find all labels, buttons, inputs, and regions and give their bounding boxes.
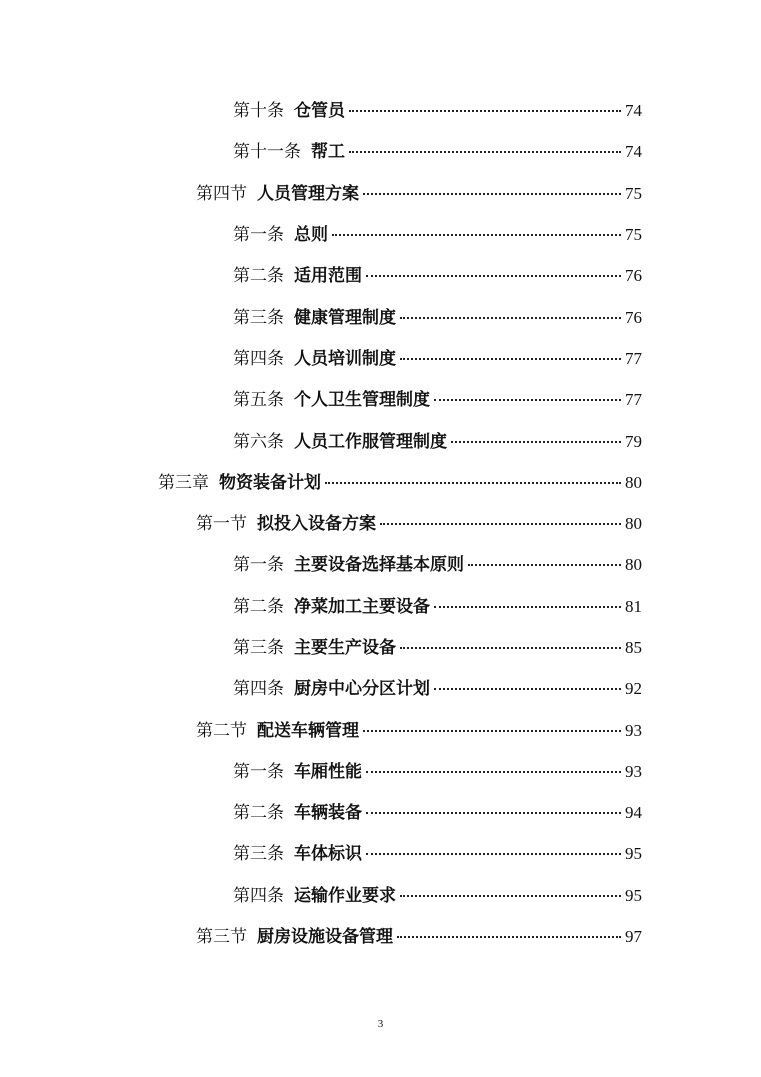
toc-entry[interactable] [0, 707, 761, 748]
toc-entry-title: 厨房设施设备管理 [257, 927, 393, 948]
dot-leader [434, 688, 621, 690]
toc-entry-label: 第十条 [233, 101, 284, 122]
toc-entry-page: 75 [625, 183, 642, 203]
dot-leader [400, 317, 621, 319]
dot-leader [400, 647, 621, 649]
dot-leader [451, 441, 621, 443]
toc-entry-page: 79 [625, 431, 642, 451]
toc-entry-page: 76 [625, 266, 642, 286]
toc-entry-title: 帮工 [311, 142, 345, 163]
toc-entry[interactable] [0, 171, 761, 212]
toc-entry-page: 93 [625, 761, 642, 781]
dot-leader [380, 523, 621, 525]
toc-entry-title: 车体标识 [294, 844, 362, 865]
toc-entry-page: 93 [625, 720, 642, 740]
toc-entry-page: 81 [625, 596, 642, 616]
toc-entry[interactable] [0, 501, 761, 542]
toc-entry-title: 厨房中心分区计划 [294, 679, 430, 700]
toc-entry-label: 第三节 [196, 927, 247, 948]
toc-entry-title: 主要设备选择基本原则 [294, 555, 464, 576]
toc-entry-page: 95 [625, 844, 642, 864]
toc-entry-label: 第三章 [158, 472, 209, 493]
toc-entry-label: 第二节 [196, 720, 247, 741]
toc-entry-title: 车辆装备 [294, 803, 362, 824]
dot-leader [349, 151, 621, 153]
toc-entry[interactable] [0, 88, 761, 129]
dot-leader [400, 895, 621, 897]
toc-entry[interactable] [0, 625, 761, 666]
toc-entry[interactable] [0, 666, 761, 707]
toc-entry-label: 第二条 [233, 266, 284, 287]
toc-entry[interactable] [0, 129, 761, 170]
toc-entry-title: 车厢性能 [294, 761, 362, 782]
toc-entry-label: 第四节 [196, 183, 247, 204]
toc-entry-page: 85 [625, 638, 642, 657]
toc-entry-title: 人员管理方案 [257, 183, 359, 204]
toc-entry-title: 人员培训制度 [294, 348, 396, 369]
toc-entry-label: 第二条 [233, 803, 284, 824]
toc-entry-label: 第十一条 [233, 142, 301, 163]
toc-entry-label: 第二条 [233, 596, 284, 617]
dot-leader [434, 606, 621, 608]
toc-entry-title: 仓管员 [294, 101, 345, 122]
toc-entry-label: 第三条 [233, 307, 284, 328]
dot-leader [400, 358, 621, 360]
toc-entry-label: 第六条 [233, 431, 284, 452]
dot-leader [366, 771, 621, 773]
toc-entry-label: 第三条 [233, 844, 284, 865]
toc-entry-title: 运输作业要求 [294, 885, 396, 906]
toc-entry-page: 80 [625, 555, 642, 575]
table-of-contents [0, 88, 761, 955]
toc-entry-page: 97 [625, 927, 642, 947]
toc-entry-label: 第四条 [233, 348, 284, 369]
toc-entry-title: 配送车辆管理 [257, 720, 359, 741]
toc-entry-title: 拟投入设备方案 [257, 514, 376, 535]
toc-entry-label: 第一条 [233, 555, 284, 576]
toc-entry-label: 第四条 [233, 885, 284, 906]
toc-entry-title: 适用范围 [294, 266, 362, 287]
toc-entry-title: 健康管理制度 [294, 307, 396, 328]
toc-entry-label: 第四条 [233, 679, 284, 700]
toc-entry[interactable] [0, 336, 761, 377]
dot-leader [325, 482, 621, 484]
toc-entry[interactable] [0, 542, 761, 583]
toc-entry[interactable] [0, 377, 761, 418]
dot-leader [366, 853, 621, 855]
toc-entry[interactable] [0, 584, 761, 625]
dot-leader [332, 234, 621, 236]
toc-entry-title: 净菜加工主要设备 [294, 596, 430, 617]
toc-entry-page: 77 [625, 390, 642, 410]
toc-entry-label: 第五条 [233, 390, 284, 411]
dot-leader [363, 730, 621, 732]
toc-entry[interactable] [0, 294, 761, 335]
toc-entry[interactable] [0, 212, 761, 253]
dot-leader [366, 812, 621, 814]
toc-entry[interactable] [0, 831, 761, 872]
toc-entry-title: 个人卫生管理制度 [294, 390, 430, 411]
toc-entry[interactable] [0, 914, 761, 955]
toc-entry-title: 主要生产设备 [294, 638, 396, 658]
toc-entry-title: 总则 [294, 225, 328, 246]
toc-entry-title: 物资装备计划 [219, 472, 321, 493]
toc-entry-page: 77 [625, 348, 642, 368]
toc-entry-page: 74 [625, 142, 642, 162]
dot-leader [366, 275, 621, 277]
page-number: 3 [377, 1018, 384, 1030]
toc-entry[interactable] [0, 790, 761, 831]
toc-entry-page: 95 [625, 885, 642, 905]
dot-leader [363, 193, 621, 195]
toc-entry-page: 76 [625, 307, 642, 327]
toc-entry[interactable] [0, 460, 761, 501]
dot-leader [434, 399, 621, 401]
toc-entry[interactable] [0, 253, 761, 294]
dot-leader [397, 936, 621, 938]
toc-entry-label: 第一条 [233, 225, 284, 246]
toc-entry-label: 第一节 [196, 514, 247, 535]
dot-leader [468, 564, 621, 566]
toc-entry-page: 80 [625, 472, 642, 492]
toc-entry-page: 92 [625, 679, 642, 699]
toc-entry-page: 74 [625, 101, 642, 121]
toc-entry-page: 75 [625, 225, 642, 245]
toc-entry[interactable] [0, 873, 761, 914]
toc-entry[interactable] [0, 749, 761, 790]
toc-entry-label: 第三条 [233, 638, 284, 658]
dot-leader [349, 110, 621, 112]
toc-entry-page: 80 [625, 514, 642, 534]
toc-entry-page: 94 [625, 803, 642, 823]
toc-entry-title: 人员工作服管理制度 [294, 431, 447, 452]
toc-entry-label: 第一条 [233, 761, 284, 782]
toc-entry[interactable] [0, 418, 761, 459]
